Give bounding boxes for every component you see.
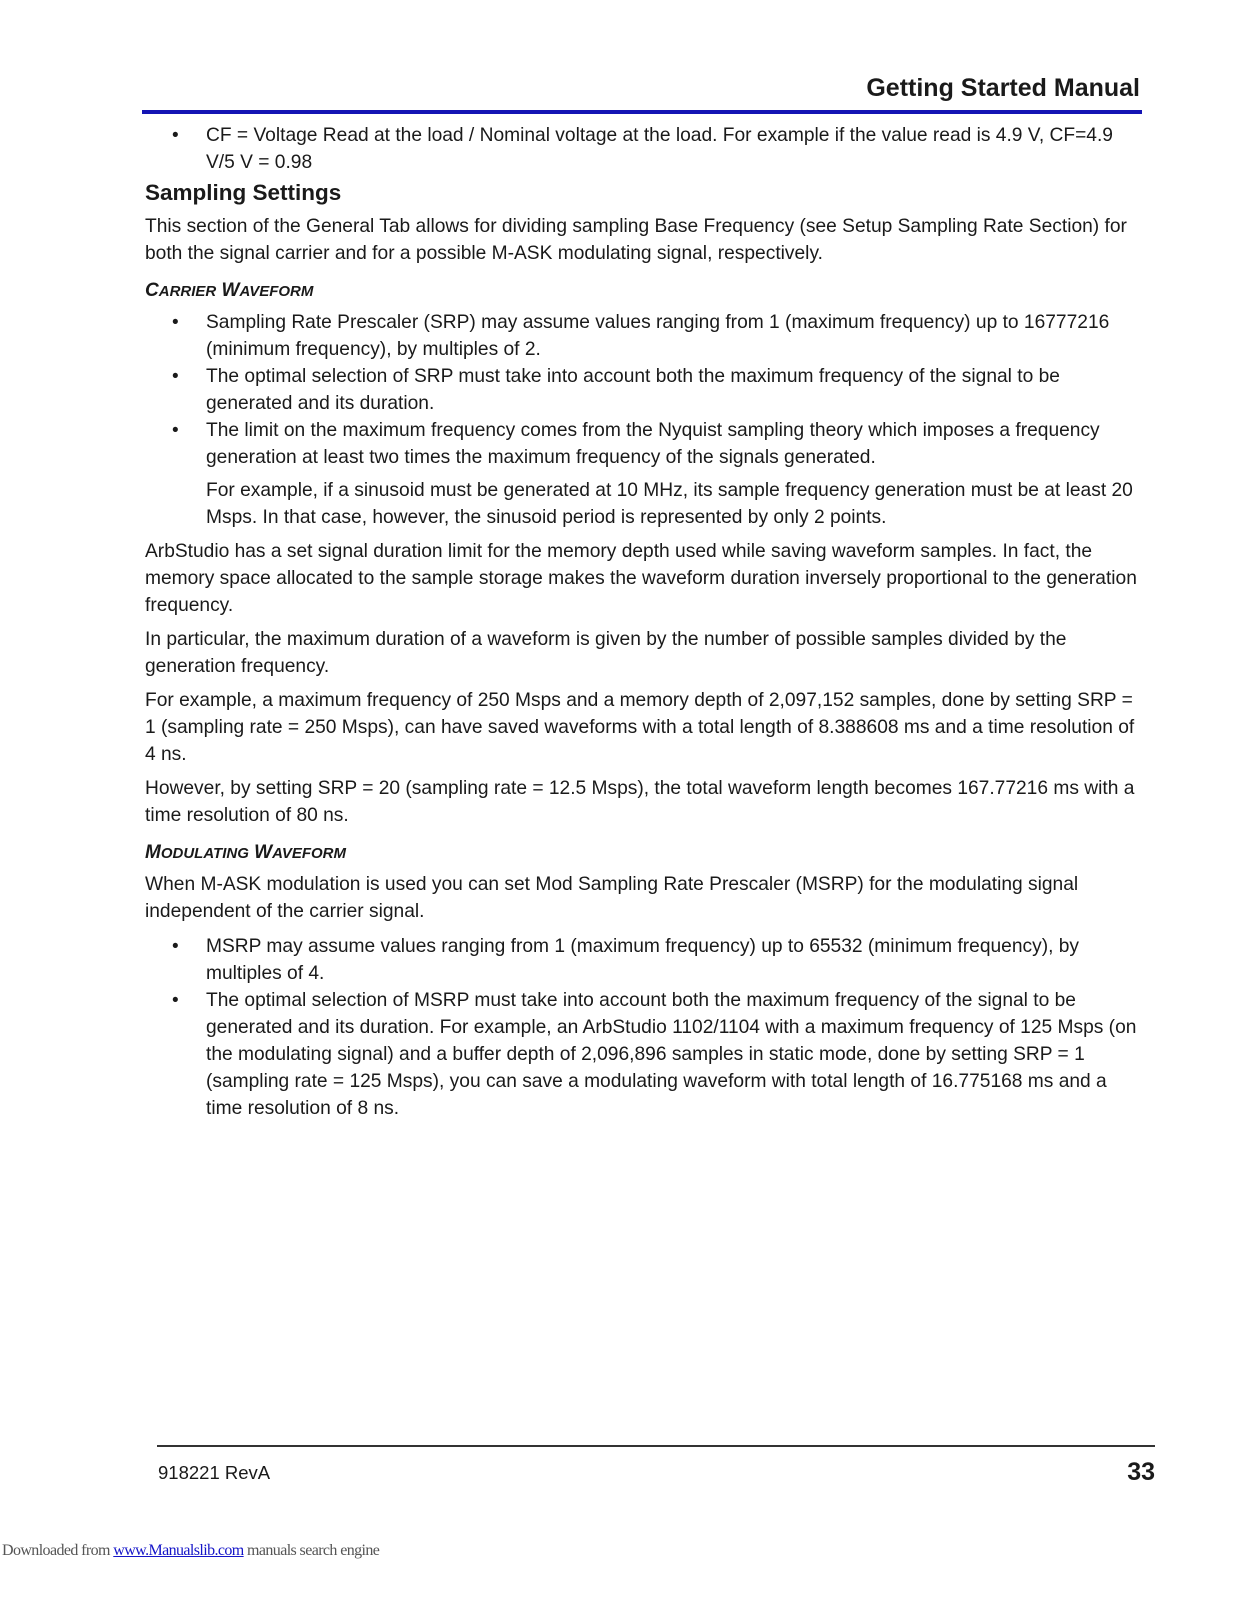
- download-notice: [2, 1542, 379, 1560]
- carrier-waveform-heading: [145, 278, 1145, 305]
- list-item: • The optimal selection of MSRP must take into account both the maximum frequency of the signal to be generated and its duration. For example, an ArbStudio 1102/1104 with a maximum frequency of 125 Msps (on the modulating signal) and a buffer depth of 2,096,896 samples in static mode, done by setting SRP = 1 (sampling rate = 125 Msps), you can save a modulating waveform with total length of 16.775168 ms and a time resolution of 8 ns.: [145, 987, 1145, 1122]
- modulating-waveform-heading: [145, 840, 1145, 867]
- section-intro: This section of the General Tab allows for dividing sampling Base Frequency (see Setup Sampling Rate Section) for both the signal carrier and for a possible M-ASK modulating signal, respectively.: [145, 216, 1127, 264]
- paragraph: For example, a maximum frequency of 250 Msps and a memory depth of 2,097,152 samples, done by setting SRP = 1 (sampling rate = 250 Msps), can have saved waveforms with a total length of 8.388608 ms and a time resolution of 4 ns.: [145, 690, 1135, 765]
- paragraph: In particular, the maximum duration of a waveform is given by the number of possible samples divided by the generation frequency.: [145, 629, 1067, 677]
- section-heading: Sampling Settings: [145, 180, 342, 205]
- heading-smallcaps: AVEFORM: [239, 283, 314, 300]
- page-header-title: Getting Started Manual: [866, 74, 1140, 102]
- modulating-bullet-list: [145, 933, 1145, 1122]
- footer-rule: [157, 1445, 1155, 1447]
- manualslib-link[interactable]: www.Manualslib.com: [113, 1542, 244, 1559]
- modulating-intro: When M-ASK modulation is used you can set Mod Sampling Rate Prescaler (MSRP) for the modulating signal independent of the carrier signal.: [145, 874, 1079, 922]
- list-item: • CF = Voltage Read at the load / Nominal voltage at the load. For example if the value read is 4.9 V, CF=4.9 V/5 V = 0.98: [145, 122, 1145, 176]
- download-prefix: Downloaded from: [2, 1542, 114, 1559]
- intro-bullet-list: [145, 122, 1145, 176]
- footer-doc-id: 918221 RevA: [158, 1462, 271, 1483]
- heading-initial: W: [221, 280, 240, 301]
- list-item: • The optimal selection of SRP must take into account both the maximum frequency of the signal to be generated and its duration.: [145, 363, 1145, 417]
- heading-smallcaps: ARRIER: [158, 283, 217, 300]
- paragraph: However, by setting SRP = 20 (sampling rate = 12.5 Msps), the total waveform length becomes 167.77216 ms with a time resolution of 80 ns.: [145, 778, 1135, 826]
- heading-initial: M: [145, 842, 161, 863]
- heading-initial: W: [254, 842, 273, 863]
- page-content: [145, 122, 1145, 1122]
- heading-initial: C: [145, 280, 159, 301]
- heading-smallcaps: AVEFORM: [272, 845, 346, 862]
- heading-smallcaps: ODULATING: [160, 845, 249, 862]
- list-item: • The limit on the maximum frequency comes from the Nyquist sampling theory which imposes a frequency generation at least two times the maximum frequency of the signals generated.: [145, 417, 1145, 471]
- list-item: • Sampling Rate Prescaler (SRP) may assume values ranging from 1 (maximum frequency) up to 16777216 (minimum frequency), by multiples of 2.: [145, 309, 1145, 363]
- list-item: • MSRP may assume values ranging from 1 (maximum frequency) up to 65532 (minimum frequency), by multiples of 4.: [145, 933, 1145, 987]
- footer-page-number: 33: [1127, 1458, 1155, 1486]
- carrier-example: For example, if a sinusoid must be generated at 10 MHz, its sample frequency generation must be at least 20 Msps. In that case, however, the sinusoid period is represented by only 2 points.: [206, 480, 1133, 528]
- carrier-bullet-list: [145, 309, 1145, 471]
- header-rule: [142, 110, 1142, 114]
- paragraph: ArbStudio has a set signal duration limit for the memory depth used while saving waveform samples. In fact, the memory space allocated to the sample storage makes the waveform duration inversely proportional to the generation frequency.: [145, 541, 1137, 616]
- download-suffix: manuals search engine: [243, 1542, 380, 1559]
